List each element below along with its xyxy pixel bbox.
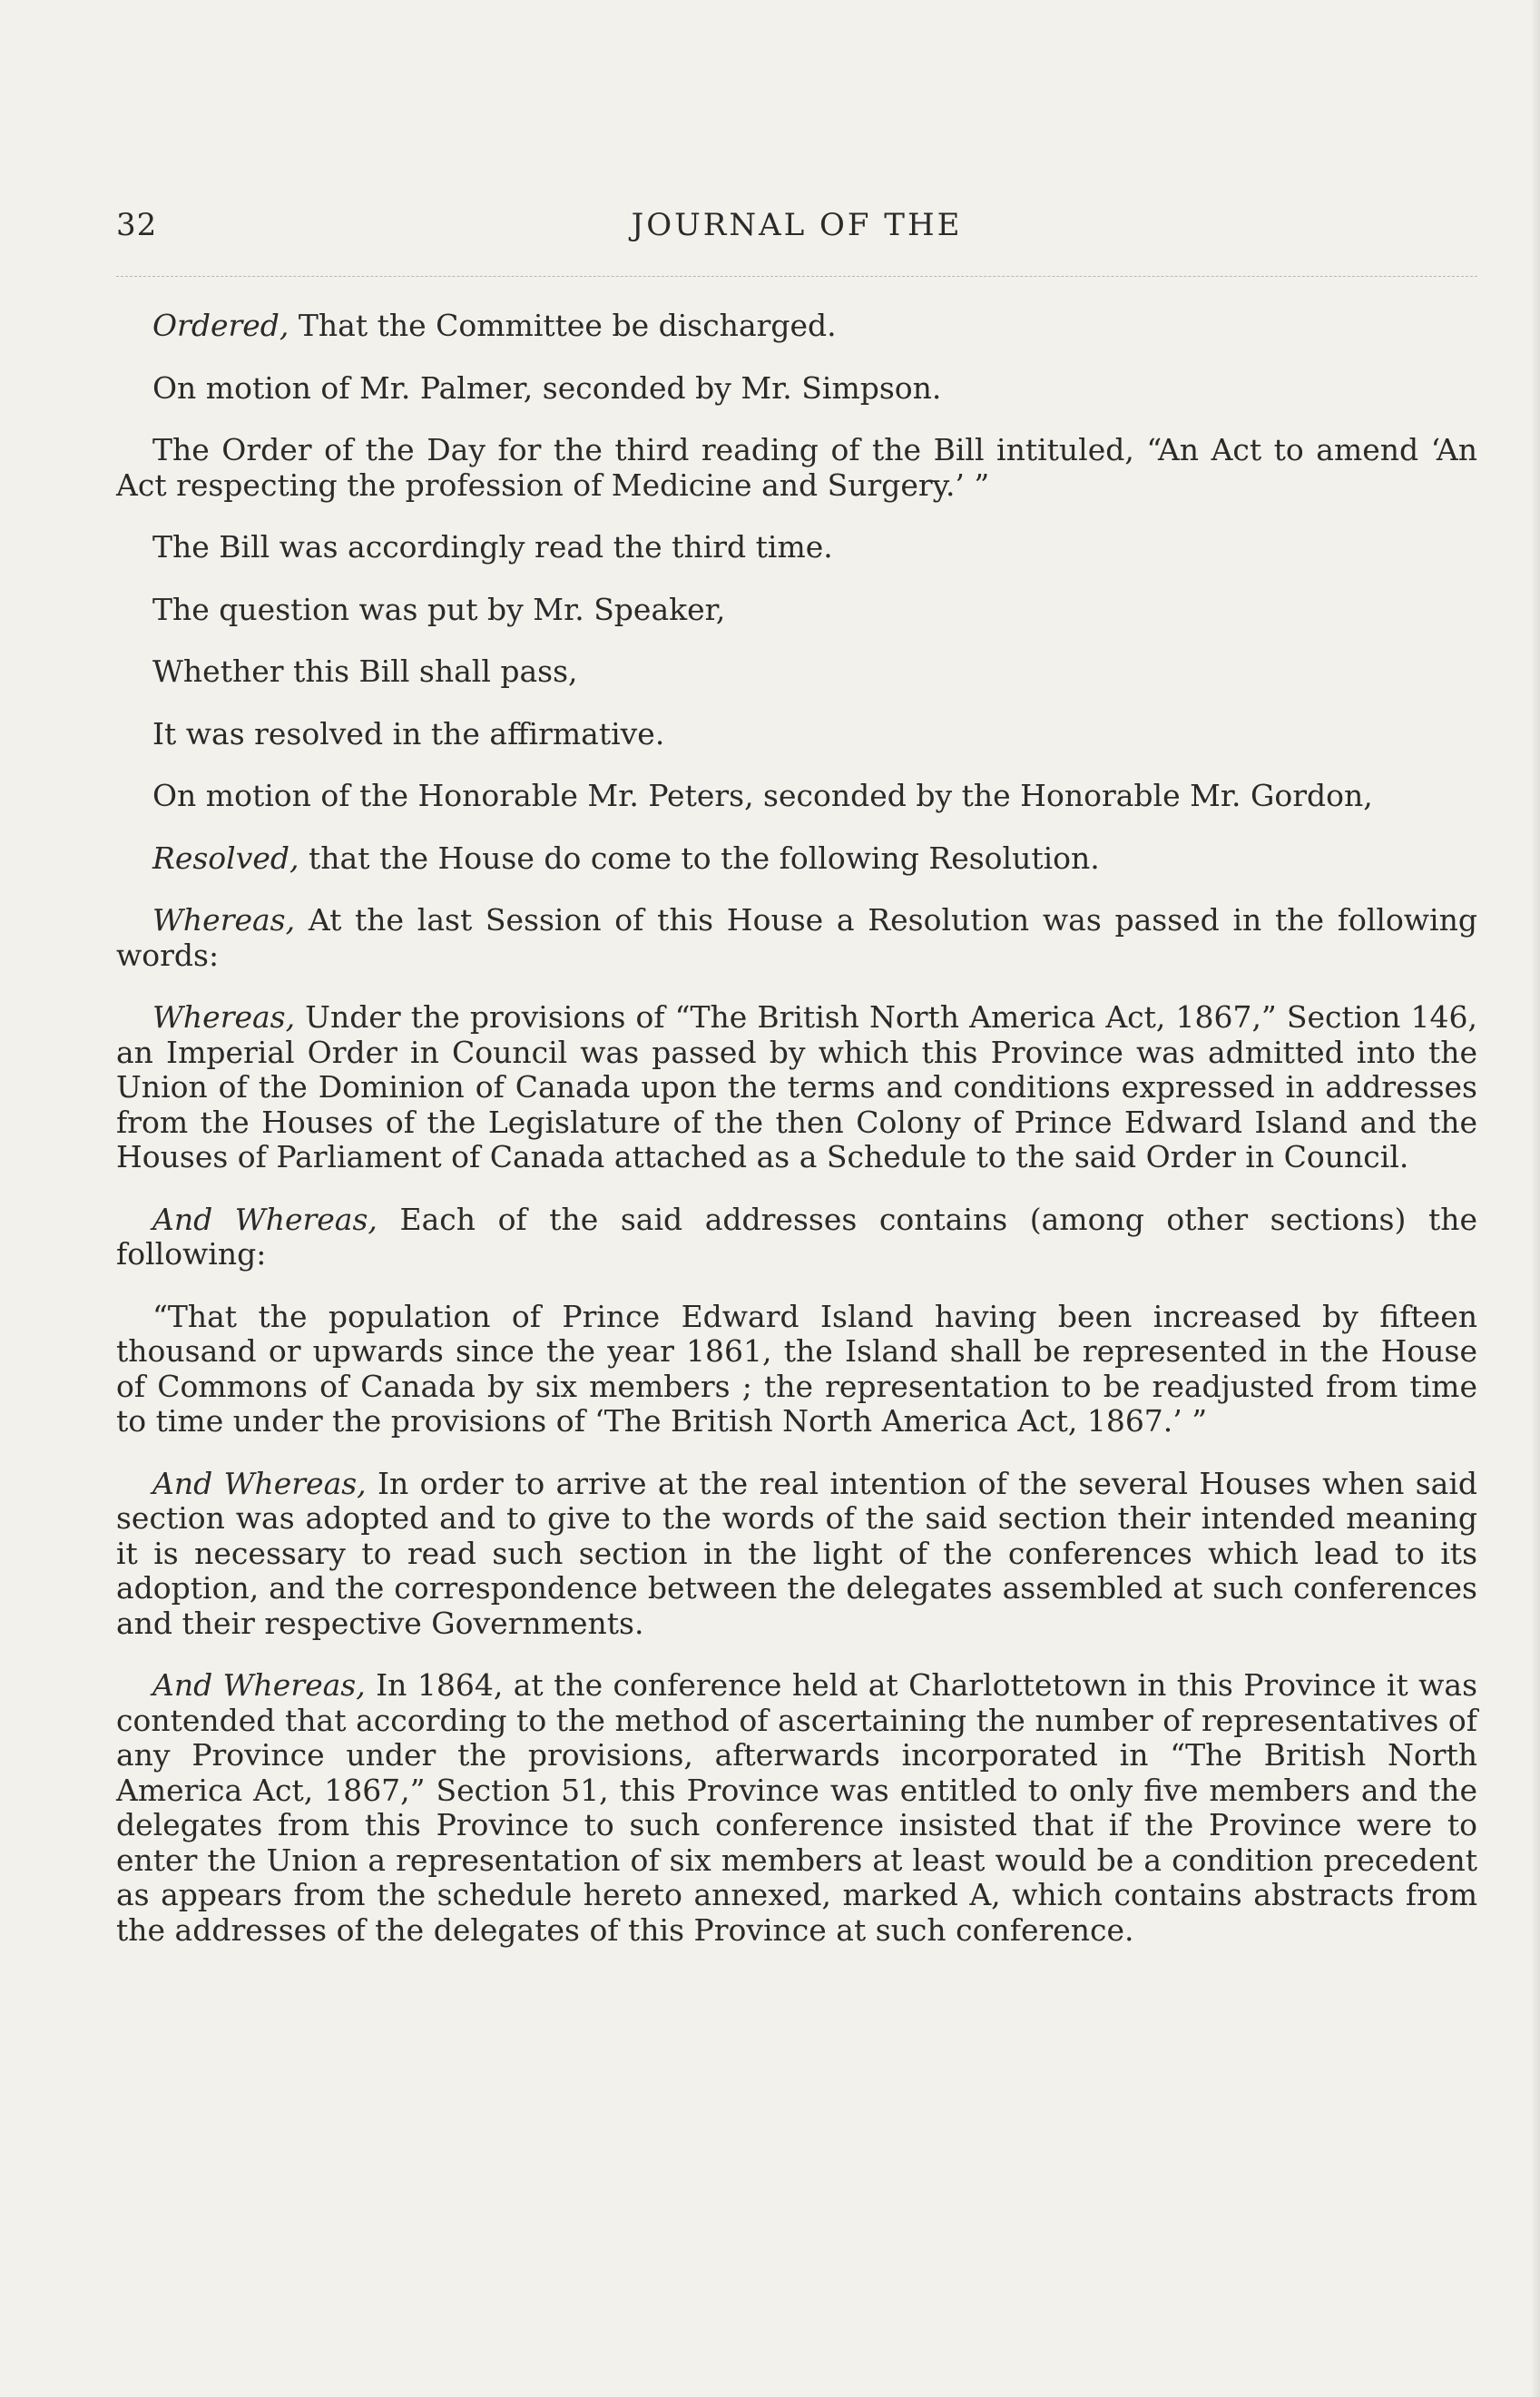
paragraph-text: Under the provisions of “The British North America Act, 1867,” Section 146, an Imperial Order in Council was passed by which this Province was admitted into the Union of the Dominion of Canada upon the terms and conditions expressed in addresses from the Houses of the Legislature of the then Colony of Prince Edward Island and the Houses of Parliament of Canada attached as a Schedule to the said Order in Council.	[116, 999, 1477, 1174]
paragraph	[116, 903, 1477, 973]
running-head: JOURNAL OF THE	[631, 207, 963, 243]
paragraph	[116, 841, 1477, 877]
page-edge-shadow	[1531, 0, 1540, 2397]
paragraph	[116, 654, 1477, 690]
paragraph-lead: Whereas,	[152, 902, 296, 938]
paragraph	[116, 779, 1477, 814]
paragraph	[116, 1668, 1477, 1948]
paragraph-text: On motion of the Honorable Mr. Peters, seconded by the Honorable Mr. Gordon,	[152, 778, 1373, 813]
paragraph	[116, 433, 1477, 503]
paragraph-text: In 1864, at the conference held at Charlottetown in this Province it was contended that according to the method of ascertaining the number of representatives of any Province under the provisions, afterwards incorporated in “The British North America Act, 1867,” Section 51, this Province was entitled to only five members and the delegates from this Province to such conference insisted that if the Province were to enter the Union a representation of six members at least would be a condition precedent as appears from the schedule hereto annexed, marked A, which contains abstracts from the addresses of the delegates of this Province at such conference.	[116, 1667, 1477, 1948]
header-rule	[116, 276, 1477, 277]
paragraph-text: Each of the said addresses contains (among other sections) the following:	[116, 1201, 1477, 1272]
paragraph-text: At the last Session of this House a Resolution was passed in the following words:	[116, 902, 1477, 973]
paragraph-lead: Whereas,	[152, 999, 296, 1035]
paragraph-text: “That the population of Prince Edward Island having been increased by fifteen thousand or upwards since the year 1861, the Island shall be represented in the House of Commons of Canada by six members ; the representation to be readjusted from time to time under the provisions of ‘The British North America Act, 1867.’ ”	[116, 1298, 1477, 1439]
page-header	[116, 207, 1477, 252]
paragraph	[116, 1203, 1477, 1272]
paragraph-lead: Resolved,	[152, 840, 299, 876]
paragraph-text: That the Committee be discharged.	[289, 308, 837, 343]
page-number: 32	[116, 207, 158, 243]
paragraph-text: The question was put by Mr. Speaker,	[152, 591, 726, 627]
paragraph	[116, 1000, 1477, 1175]
paragraph-text: The Bill was accordingly read the third time.	[152, 529, 833, 565]
paragraph-lead: And Whereas,	[152, 1465, 367, 1501]
paragraph-text: It was resolved in the affirmative.	[152, 715, 665, 752]
paragraph-text: In order to arrive at the real intention of the several Houses when said section was adopted and to give to the words of the said section their intended meaning it is necessary to read such section in the light of the conferences which lead to its adoption, and the correspondence between the delegates assembled at such conferences and their respective Governments.	[116, 1465, 1477, 1641]
paragraph-text: that the House do come to the following Resolution.	[299, 840, 1100, 876]
paragraph	[116, 1300, 1477, 1439]
paragraph	[116, 371, 1477, 407]
paragraph	[116, 717, 1477, 752]
paragraph-lead: And Whereas,	[152, 1201, 378, 1237]
paragraph	[116, 309, 1477, 344]
paragraph-text: The Order of the Day for the third reading of the Bill intituled, “An Act to amend ‘An Act respecting the profession of Medicine and Surgery.’ ”	[116, 432, 1477, 503]
paragraph	[116, 593, 1477, 628]
paragraph-lead: Ordered,	[152, 308, 289, 343]
paragraph-lead: And Whereas,	[152, 1667, 366, 1703]
body-text	[116, 309, 1477, 1975]
paragraph	[116, 1467, 1477, 1642]
paragraph	[116, 530, 1477, 565]
paragraph-text: Whether this Bill shall pass,	[152, 653, 578, 689]
paragraph-text: On motion of Mr. Palmer, seconded by Mr. Simpson.	[152, 369, 942, 406]
